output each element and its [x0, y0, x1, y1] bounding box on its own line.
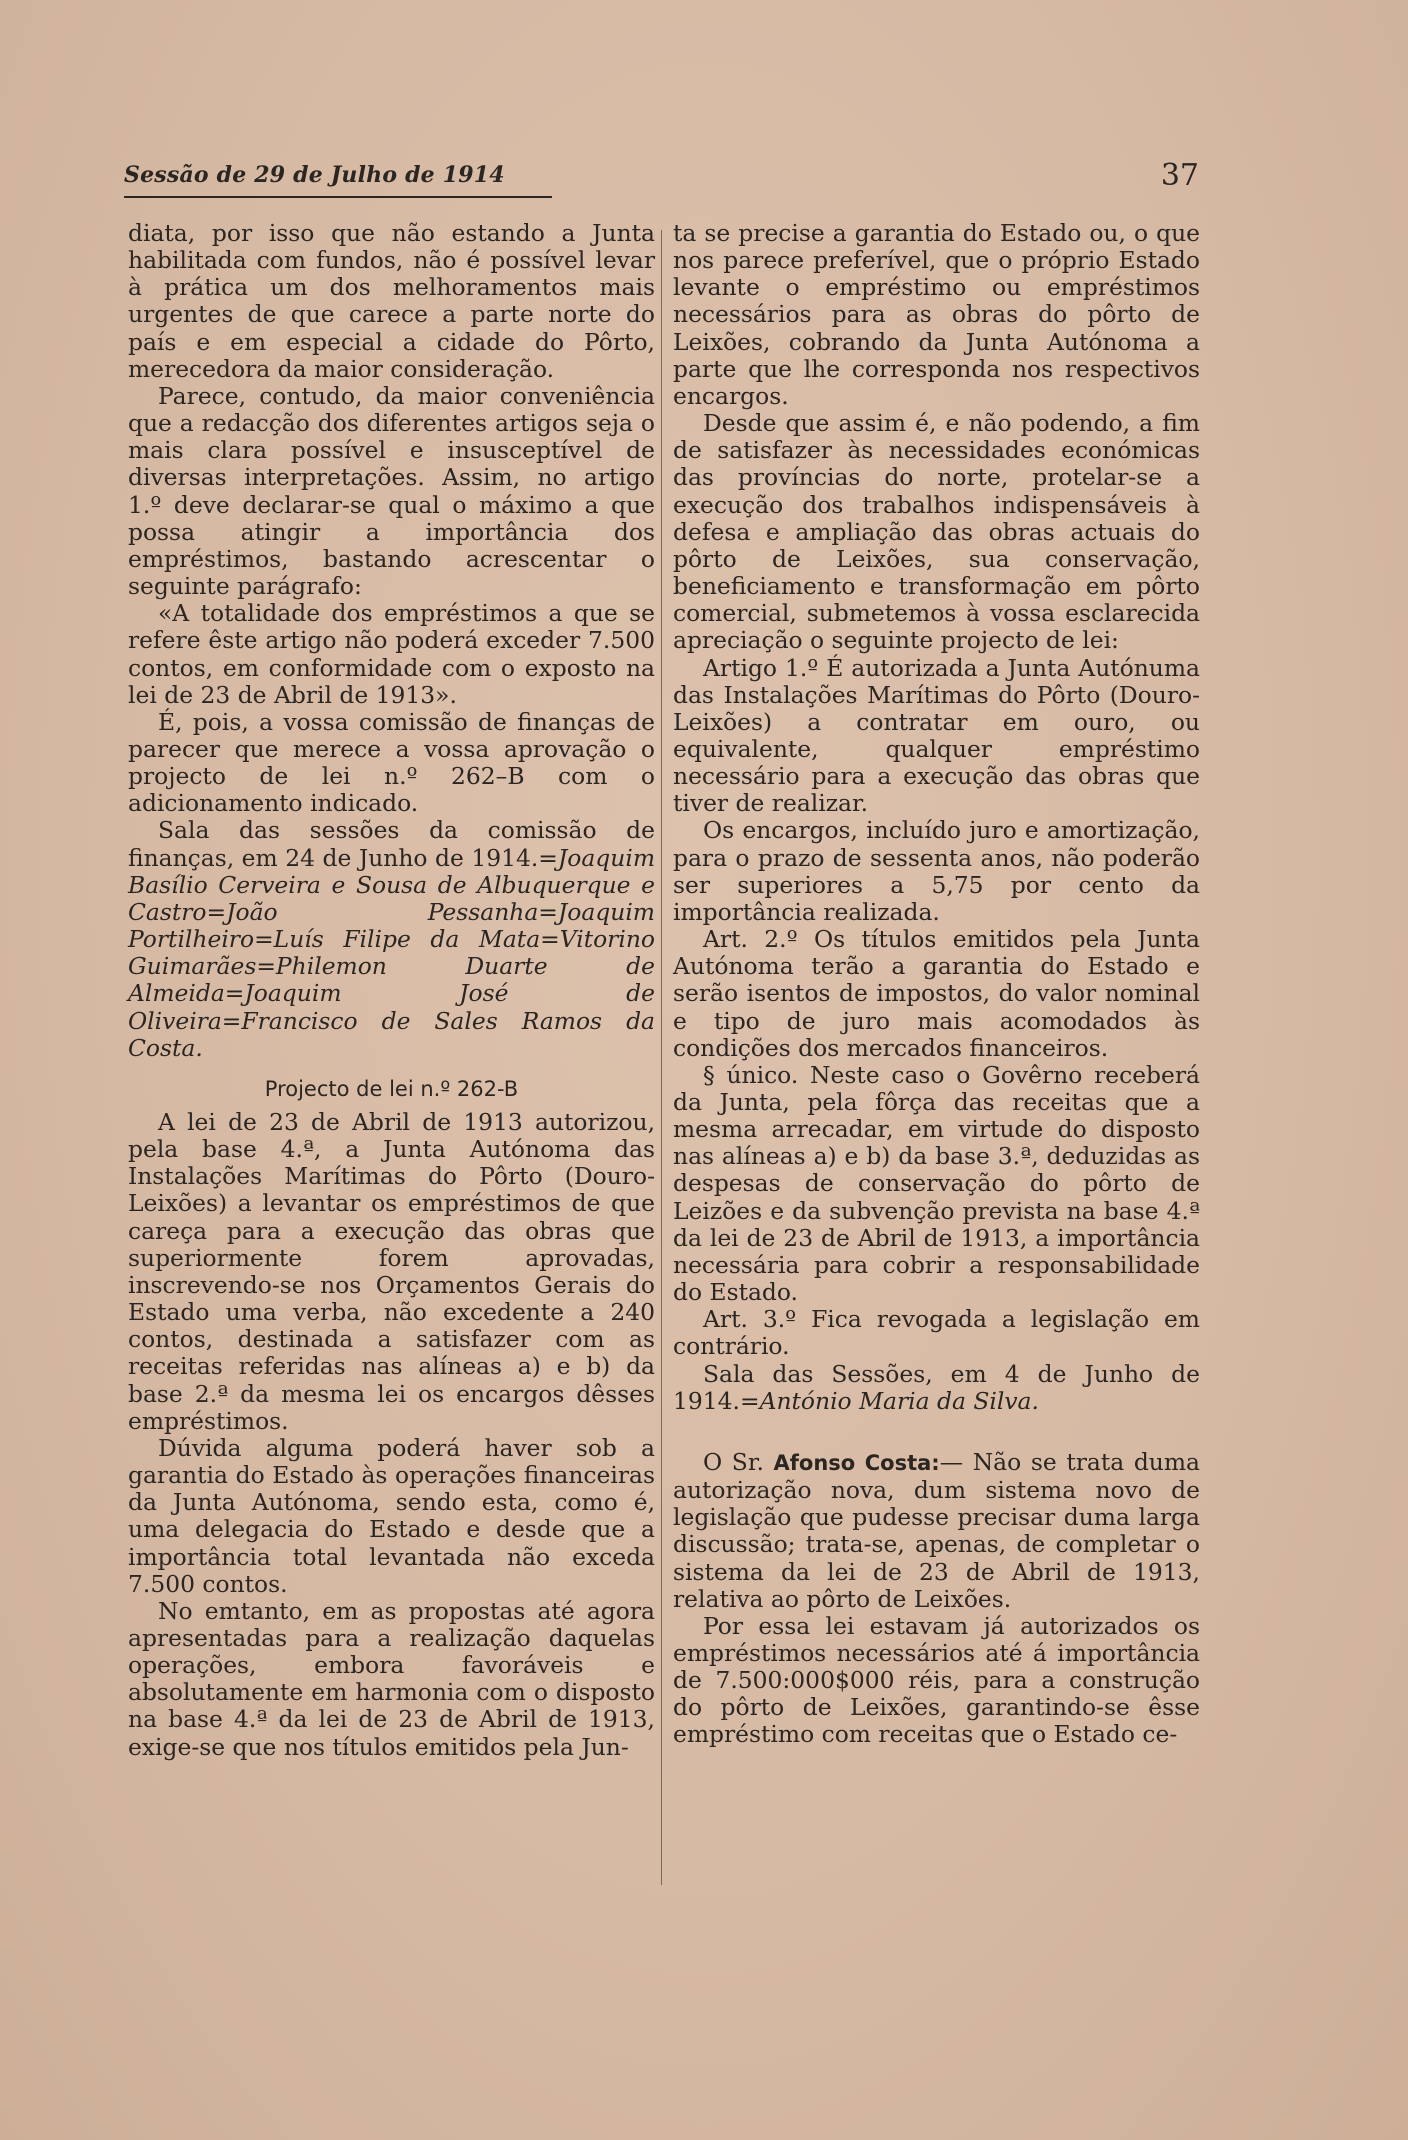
signatories: =Joaquim Basílio Cerveira e Sousa de Albuquerque e Castro=João Pessanha=Joaquim Portilheiro=Luís Filipe da Mata=Vitorino Guimarães=Philemon Duarte de Almeida=Joaquim José de Oliveira=Francisco de Sales Ramos da Costa.: [128, 843, 655, 1062]
signatory: =António Maria da Silva.: [739, 1386, 1039, 1415]
paragraph: É, pois, a vossa comissão de finanças de parecer que merece a vossa aprovação o projecto de lei n.º 262–B com o adicionamento indicado.: [128, 707, 655, 818]
paragraph: ta se precise a garantia do Estado ou, o que nos parece preferível, que o próprio Estado levante o empréstimo ou empréstimos necessários para as obras do pôrto de Leixões, cobrando da Junta Autónoma a parte que lhe corresponda nos respectivos encargos.: [673, 219, 1200, 410]
paragraph: A lei de 23 de Abril de 1913 autorizou, pela base 4.ª, a Junta Autónoma das Instalações Marítimas do Pôrto (Douro-Leixões) a levantar os empréstimos de que careça para a execução das obras que superiormente forem aprovadas, inscrevendo-se nos Orçamentos Gerais do Estado uma verba, não excedente a 240 contos, destinada a satisfazer com as receitas referidas nas alíneas a) e b) da base 2.ª da mesma lei os encargos dêsses empréstimos.: [128, 1108, 655, 1435]
paragraph: [673, 1361, 1200, 1415]
paragraph: diata, por isso que não estando a Junta habilitada com fundos, não é possível levar à prática um dos melhoramentos mais urgentes de que carece a parte norte do país e em especial a cidade do Pôrto, merecedora da maior consideração.: [128, 219, 655, 383]
speech-prefix: O Sr.: [703, 1447, 774, 1476]
paragraph: Artigo 1.º É autorizada a Junta Autónuma das Instalações Marítimas do Pôrto (Douro-Leixões) a contratar em ouro, ou equivalente, qualquer empréstimo necessário para a execução das obras que tiver de realizar.: [673, 653, 1200, 818]
paragraph: Art. 3.º Fica revogada a legislação em contrário.: [673, 1305, 1200, 1361]
right-column: [673, 220, 1200, 1749]
paragraph: § único. Neste caso o Govêrno receberá da Junta, pela fôrça das receitas que a mesma arrecadar, em virtude do disposto nas alíneas a) e b) da base 3.ª, deduzidas as despesas de conservação do pôrto de Leizões e da subvenção prevista na base 4.ª da lei de 23 de Abril de 1913, a importância necessária para cobrir a responsabilidade do Estado.: [673, 1060, 1200, 1307]
column-divider: [661, 230, 662, 1885]
sala-sessoes-text: Sala das Sessões, em 4 de Junho de 1914.: [673, 1359, 1200, 1415]
speech-paragraph: [673, 1449, 1200, 1613]
speech-text: — Não se trata duma autorização nova, dum sistema novo de legislação que pudesse precisar duma larga discussão; trata-se, apenas, de completar o sistema da lei de 23 de Abril de 1913, relativa ao pôrto de Leixões.: [673, 1447, 1200, 1613]
paragraph: Os encargos, incluído juro e amortização, para o prazo de sessenta anos, não poderão ser superiores a 5,75 por cento da importância realizada.: [673, 816, 1200, 926]
header-rule: [124, 196, 552, 198]
paragraph: Desde que assim é, e não podendo, a fim de satisfazer às necessidades económicas das províncias do norte, protelar-se a execução dos trabalhos indispensáveis à defesa e ampliação das obras actuais do pôrto de Leixões, sua conservação, beneficiamento e transformação em pôrto comercial, submetemos à vossa esclarecida apreciação o seguinte projecto de lei:: [673, 409, 1200, 655]
paragraph: No emtanto, em as propostas até agora apresentadas para a realização daquelas operações, embora favoráveis e absolutamente em harmonia com o disposto na base 4.ª da lei de 23 de Abril de 1913, exige-se que nos títulos emitidos pela Jun-: [128, 1596, 655, 1761]
paragraph: Dúvida alguma poderá haver sob a garantia do Estado às operações financeiras da Junta Autónoma, sendo esta, como é, uma delegacia do Estado e desde que a importância total levantada não exceda 7.500 contos.: [128, 1433, 655, 1598]
paragraph: Parece, contudo, da maior conveniência que a redacção dos diferentes artigos seja o mais clara possível e insusceptível de diversas interpretações. Assim, no artigo 1.º deve declarar-se qual o máximo a que possa atingir a importância dos empréstimos, bastando acrescentar o seguinte parágrafo:: [128, 381, 655, 601]
section-gap: [673, 1415, 1200, 1449]
paragraph: Por essa lei estavam já autorizados os empréstimos necessários até á importância de 7.500:000$000 réis, para a construção do pôrto de Leixões, garantindo-se êsse empréstimo com receitas que o Estado ce-: [673, 1611, 1200, 1749]
paragraph: Art. 2.º Os títulos emitidos pela Junta Autónoma terão a garantia do Estado e serão isentos de impostos, do valor nominal e tipo de juro mais acomodados às condições dos mercados financeiros.: [673, 925, 1200, 1062]
paragraph: [128, 817, 655, 1061]
bill-heading: Projecto de lei n.º 262-B: [264, 1076, 519, 1101]
speaker-name: Afonso Costa:: [773, 1450, 940, 1475]
sala-sessoes-text: Sala das sessões da comissão de finanças, em 24 de Junho de 1914.: [128, 816, 655, 872]
left-column: [128, 220, 655, 1761]
quoted-paragraph: «A totalidade dos empréstimos a que se refere êste artigo não poderá exceder 7.500 contos, em conformidade com o exposto na lei de 23 de Abril de 1913».: [128, 599, 655, 709]
page-number: 37: [1160, 158, 1199, 193]
session-title: Sessão de 29 de Julho de 1914: [124, 162, 505, 188]
page-header: [124, 158, 1199, 198]
